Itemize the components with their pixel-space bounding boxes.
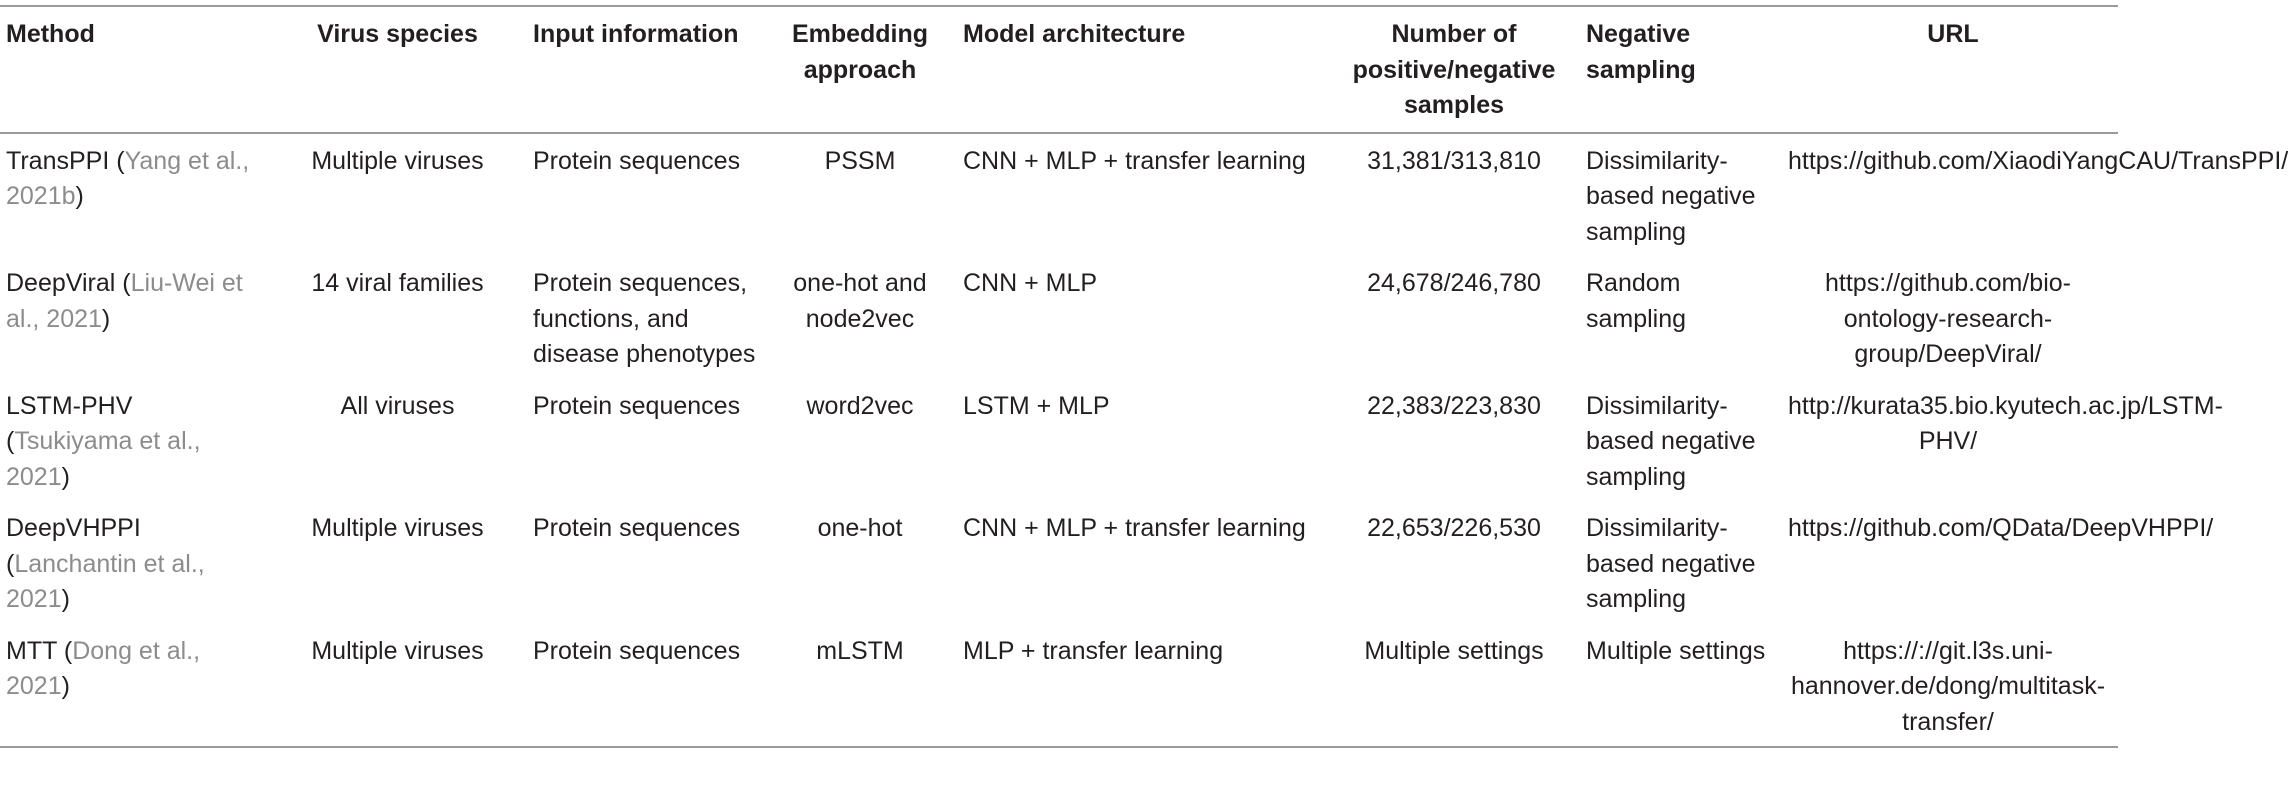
header-input-information: Input information: [533, 20, 739, 48]
method-cell: MTT (Dong et al., 2021): [6, 636, 201, 700]
header-url: URL: [1927, 20, 1979, 48]
virus-species-cell: 14 viral families: [311, 269, 484, 297]
header-negative-sampling: Negative sampling: [1586, 20, 1696, 84]
model-architecture-cell: LSTM + MLP: [963, 391, 1110, 420]
table-row: [0, 501, 2118, 624]
negative-sampling-cell: Random sampling: [1586, 269, 1687, 333]
table-row: [0, 133, 2118, 257]
model-architecture-cell: MLP + transfer learning: [963, 636, 1224, 665]
sample-counts-cell: 31,381/313,810: [1367, 146, 1541, 175]
method-name: LSTM-PHV: [6, 391, 133, 420]
model-architecture-cell: CNN + MLP: [963, 269, 1098, 297]
embedding-cell: word2vec: [806, 391, 914, 420]
embedding-cell: PSSM: [824, 146, 896, 175]
methods-table: [0, 5, 2288, 748]
embedding-cell: mLSTM: [816, 636, 904, 665]
header-embedding-approach: Embedding approach: [791, 20, 929, 84]
url-cell: https://github.com/QData/DeepVHPPI/: [1788, 514, 2214, 542]
input-information-cell: Protein sequences: [533, 146, 741, 175]
method-name: TransPPI: [6, 146, 110, 175]
input-information-cell: Protein sequences, functions, and disease phenotypes: [533, 269, 756, 368]
sample-counts-cell: 22,383/223,830: [1367, 391, 1541, 420]
virus-species-cell: Multiple viruses: [311, 146, 484, 175]
input-information-cell: Protein sequences: [533, 636, 741, 665]
virus-species-cell: Multiple viruses: [311, 636, 484, 665]
negative-sampling-cell: Dissimilarity-based negative sampling: [1586, 391, 1756, 491]
method-cell: DeepViral (Liu-Wei et al., 2021): [6, 269, 243, 333]
table-header-row: [0, 6, 2118, 133]
header-method: Method: [6, 20, 95, 48]
url-cell: http://kurata35.bio.kyutech.ac.jp/LSTM-PHV/: [1788, 391, 2223, 455]
url-cell: https://github.com/XiaodiYangCAU/TransPPI/: [1788, 146, 2288, 175]
url-cell: https://://git.l3s.uni-hannover.de/dong/multitask-transfer/: [1790, 636, 2106, 736]
table-row: [0, 379, 2118, 502]
method-name: DeepVHPPI: [6, 514, 141, 542]
sample-counts-cell: Multiple settings: [1364, 636, 1544, 665]
model-architecture-cell: CNN + MLP + transfer learning: [963, 514, 1306, 542]
method-cell: DeepVHPPI (Lanchantin et al., 2021): [6, 514, 205, 613]
header-virus-species: Virus species: [317, 20, 478, 48]
sample-counts-cell: 24,678/246,780: [1367, 269, 1541, 297]
citation-link[interactable]: Liu-Wei et al., 2021: [6, 269, 243, 333]
negative-sampling-cell: Dissimilarity-based negative sampling: [1586, 146, 1756, 246]
method-cell: TransPPI (Yang et al., 2021b): [6, 146, 250, 210]
input-information-cell: Protein sequences: [533, 391, 741, 420]
input-information-cell: Protein sequences: [533, 514, 741, 542]
model-architecture-cell: CNN + MLP + transfer learning: [963, 146, 1306, 175]
negative-sampling-cell: Dissimilarity-based negative sampling: [1586, 514, 1756, 613]
virus-species-cell: All viruses: [340, 391, 455, 420]
citation-link[interactable]: Tsukiyama et al., 2021: [6, 427, 201, 491]
sample-counts-cell: 22,653/226,530: [1367, 514, 1541, 542]
virus-species-cell: Multiple viruses: [311, 514, 484, 542]
method-name: DeepViral: [6, 269, 116, 297]
negative-sampling-cell: Multiple settings: [1586, 636, 1766, 665]
citation-link[interactable]: Lanchantin et al., 2021: [6, 549, 205, 613]
url-cell: https://github.com/bio-ontology-research-group/DeepViral/: [1825, 269, 2071, 368]
embedding-cell: one-hot: [817, 514, 903, 542]
header-model-architecture: Model architecture: [963, 20, 1186, 48]
table-row: [0, 256, 2118, 379]
table-row: [0, 624, 2118, 748]
embedding-cell: one-hot and node2vec: [793, 269, 927, 333]
header-sample-counts: Number of positive/negative samples: [1352, 20, 1556, 119]
method-name: MTT: [6, 636, 57, 665]
method-cell: LSTM-PHV (Tsukiyama et al., 2021): [6, 391, 201, 491]
citation-link[interactable]: Yang et al., 2021b: [6, 146, 250, 210]
citation-link[interactable]: Dong et al., 2021: [6, 636, 201, 700]
